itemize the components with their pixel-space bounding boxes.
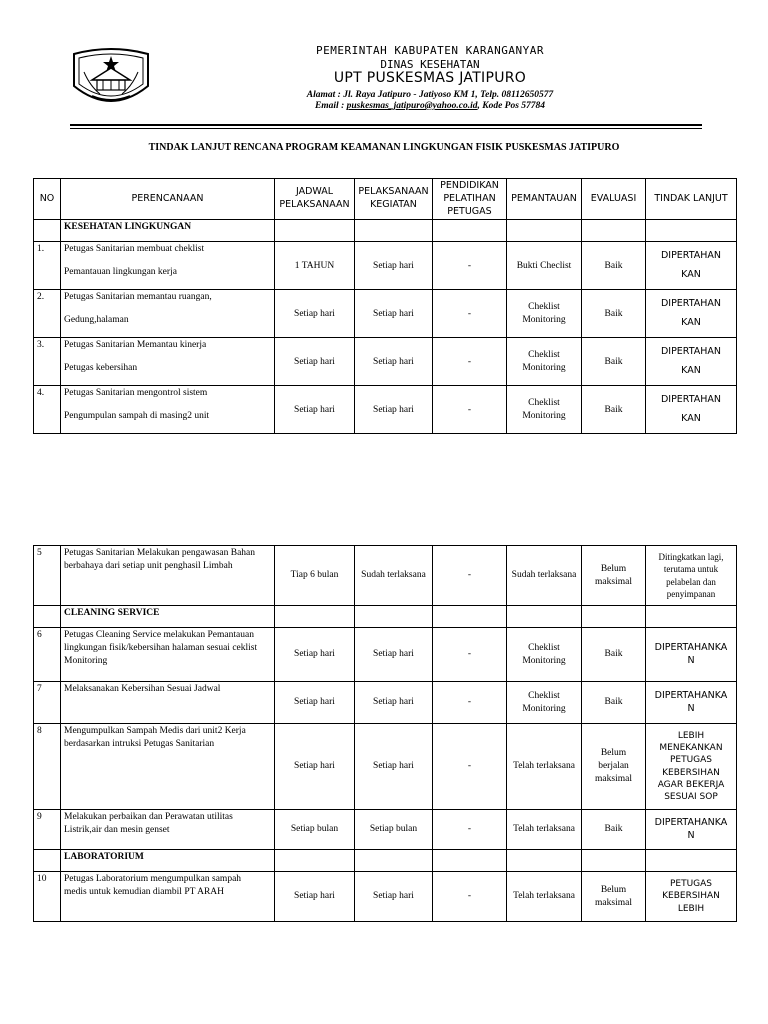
row-jadwal: Setiap hari [275, 682, 355, 724]
row-pelaksanaan: Setiap hari [355, 242, 433, 290]
row-jadwal: Setiap bulan [275, 810, 355, 850]
row-plan: Petugas Sanitarian memantau ruangan, Gedung,halaman [61, 290, 275, 338]
section-row-laboratorium [34, 850, 737, 872]
row-no: 3. [34, 338, 61, 386]
email-link[interactable]: puskesmas_jatipuro@yahoo.co.id [346, 101, 478, 111]
row-evaluasi: Baik [582, 682, 646, 724]
row-plan: Melakukan perbaikan dan Perawatan utilitas Listrik,air dan mesin genset [61, 810, 275, 850]
row-pelaksanaan: Setiap hari [355, 338, 433, 386]
row-evaluasi: Belum maksimal [582, 546, 646, 606]
row-tindak-lanjut: DIPERTAHAN KAN [646, 242, 737, 290]
letterhead-department: DINAS KESEHATAN [380, 58, 480, 71]
section-title: KESEHATAN LINGKUNGAN [61, 220, 275, 242]
row-pemantauan: Bukti Checlist [507, 242, 582, 290]
row-pendidikan: - [433, 242, 507, 290]
header-perencanaan: PERENCANAAN [61, 179, 275, 220]
header-pelaksanaan: PELAKSANAAN KEGIATAN [355, 179, 433, 220]
table-row [34, 290, 737, 338]
row-no: 9 [34, 810, 61, 850]
table-row [34, 242, 737, 290]
row-evaluasi: Baik [582, 290, 646, 338]
row-plan: Petugas Sanitarian membuat cheklist Pemantauan lingkungan kerja [61, 242, 275, 290]
row-jadwal: Setiap hari [275, 338, 355, 386]
row-pemantauan: Sudah terlaksana [507, 546, 582, 606]
table-row [34, 628, 737, 682]
row-no: 4. [34, 386, 61, 434]
row-pelaksanaan: Setiap hari [355, 724, 433, 810]
section-row-kesehatan [34, 220, 737, 242]
row-no: 7 [34, 682, 61, 724]
karanganyar-emblem-icon [70, 46, 152, 108]
row-plan: Petugas Laboratorium mengumpulkan sampah medis untuk kemudian diambil PT ARAH [61, 872, 275, 922]
row-pemantauan: Cheklist Monitoring [507, 628, 582, 682]
row-plan: Petugas Sanitarian Memantau kinerja Petugas kebersihan [61, 338, 275, 386]
row-evaluasi: Baik [582, 628, 646, 682]
row-tindak-lanjut: LEBIH MENEKANKAN PETUGAS KEBERSIHAN AGAR BEKERJA SESUAI SOP [646, 724, 737, 810]
letterhead [70, 40, 710, 120]
row-tindak-lanjut: DIPERTAHANKA N [646, 810, 737, 850]
row-plan: Petugas Sanitarian Melakukan pengawasan Bahan berbahaya dari setiap unit penghasil Limbah [61, 546, 275, 606]
row-jadwal: Setiap hari [275, 872, 355, 922]
row-pemantauan: Cheklist Monitoring [507, 386, 582, 434]
row-jadwal: Setiap hari [275, 724, 355, 810]
row-tindak-lanjut: DIPERTAHANKA N [646, 628, 737, 682]
table-row [34, 386, 737, 434]
document-title: TINDAK LANJUT RENCANA PROGRAM KEAMANAN LINGKUNGAN FISIK PUSKESMAS JATIPURO [148, 142, 620, 153]
row-pendidikan: - [433, 724, 507, 810]
row-pendidikan: - [433, 682, 507, 724]
section-row-cleaning [34, 606, 737, 628]
row-jadwal: Setiap hari [275, 386, 355, 434]
header-pemantauan: PEMANTAUAN [507, 179, 582, 220]
row-pemantauan: Telah terlaksana [507, 724, 582, 810]
row-pendidikan: - [433, 386, 507, 434]
program-table-part2 [33, 545, 737, 922]
row-evaluasi: Belum maksimal [582, 872, 646, 922]
header-evaluasi: EVALUASI [582, 179, 646, 220]
row-tindak-lanjut: PETUGAS KEBERSIHAN LEBIH [646, 872, 737, 922]
section-title: CLEANING SERVICE [61, 606, 275, 628]
row-pelaksanaan: Setiap hari [355, 290, 433, 338]
row-no: 2. [34, 290, 61, 338]
row-pemantauan: Cheklist Monitoring [507, 338, 582, 386]
row-evaluasi: Baik [582, 242, 646, 290]
letterhead-institution: UPT PUSKESMAS JATIPURO [333, 70, 527, 86]
row-no: 5 [34, 546, 61, 606]
header-no: NO [34, 179, 61, 220]
row-pendidikan: - [433, 546, 507, 606]
row-pemantauan: Cheklist Monitoring [507, 290, 582, 338]
letterhead-rule-thin [70, 128, 702, 129]
row-tindak-lanjut: DIPERTAHAN KAN [646, 386, 737, 434]
row-no: 6 [34, 628, 61, 682]
row-plan: Mengumpulkan Sampah Medis dari unit2 Kerja berdasarkan intruksi Petugas Sanitarian [61, 724, 275, 810]
table-row [34, 338, 737, 386]
header-jadwal: JADWAL PELAKSANAAN [275, 179, 355, 220]
row-pemantauan: Telah terlaksana [507, 810, 582, 850]
row-pendidikan: - [433, 810, 507, 850]
letterhead-rule-thick [70, 124, 702, 126]
row-pelaksanaan: Setiap hari [355, 872, 433, 922]
program-table-part1 [33, 178, 737, 434]
row-jadwal: Setiap hari [275, 290, 355, 338]
email-label: Email : [314, 101, 347, 111]
letterhead-contact [230, 101, 630, 111]
section-title: LABORATORIUM [61, 850, 275, 872]
row-jadwal: Tiap 6 bulan [275, 546, 355, 606]
row-plan: Petugas Sanitarian mengontrol sistem Pengumpulan sampah di masing2 unit [61, 386, 275, 434]
row-evaluasi: Baik [582, 810, 646, 850]
row-no: 8 [34, 724, 61, 810]
table-row [34, 724, 737, 810]
row-tindak-lanjut: DIPERTAHAN KAN [646, 290, 737, 338]
letterhead-address: Alamat : Jl. Raya Jatipuro - Jatiyoso KM 1, Telp. 08112650577 [306, 90, 554, 100]
row-pelaksanaan: Setiap hari [355, 386, 433, 434]
row-evaluasi: Baik [582, 338, 646, 386]
row-pendidikan: - [433, 872, 507, 922]
row-plan: Melaksanakan Kebersihan Sesuai Jadwal [61, 682, 275, 724]
row-pemantauan: Telah terlaksana [507, 872, 582, 922]
row-pelaksanaan: Sudah terlaksana [355, 546, 433, 606]
row-evaluasi: Belum berjalan maksimal [582, 724, 646, 810]
letterhead-government: PEMERINTAH KABUPATEN KARANGANYAR [316, 44, 544, 57]
header-pendidikan: PENDIDIKAN PELATIHAN PETUGAS [433, 179, 507, 220]
row-no: 10 [34, 872, 61, 922]
row-pendidikan: - [433, 628, 507, 682]
row-jadwal: 1 TAHUN [275, 242, 355, 290]
header-tindak-lanjut: TINDAK LANJUT [646, 179, 737, 220]
row-pemantauan: Cheklist Monitoring [507, 682, 582, 724]
table-header-row [34, 179, 737, 220]
table-row [34, 872, 737, 922]
table-row [34, 546, 737, 606]
row-pelaksanaan: Setiap bulan [355, 810, 433, 850]
row-pelaksanaan: Setiap hari [355, 628, 433, 682]
table-row [34, 810, 737, 850]
row-plan: Petugas Cleaning Service melakukan Pemantauan lingkungan fisik/kebersihan halaman sesuai ceklist Monitoring [61, 628, 275, 682]
table-row [34, 682, 737, 724]
row-tindak-lanjut: Ditingkatkan lagi, terutama untuk pelabelan dan penyimpanan [646, 546, 737, 606]
row-jadwal: Setiap hari [275, 628, 355, 682]
row-pendidikan: - [433, 338, 507, 386]
row-pendidikan: - [433, 290, 507, 338]
row-evaluasi: Baik [582, 386, 646, 434]
row-pelaksanaan: Setiap hari [355, 682, 433, 724]
row-no: 1. [34, 242, 61, 290]
row-tindak-lanjut: DIPERTAHANKA N [646, 682, 737, 724]
postal-code: , Kode Pos 57784 [477, 101, 546, 111]
row-tindak-lanjut: DIPERTAHAN KAN [646, 338, 737, 386]
